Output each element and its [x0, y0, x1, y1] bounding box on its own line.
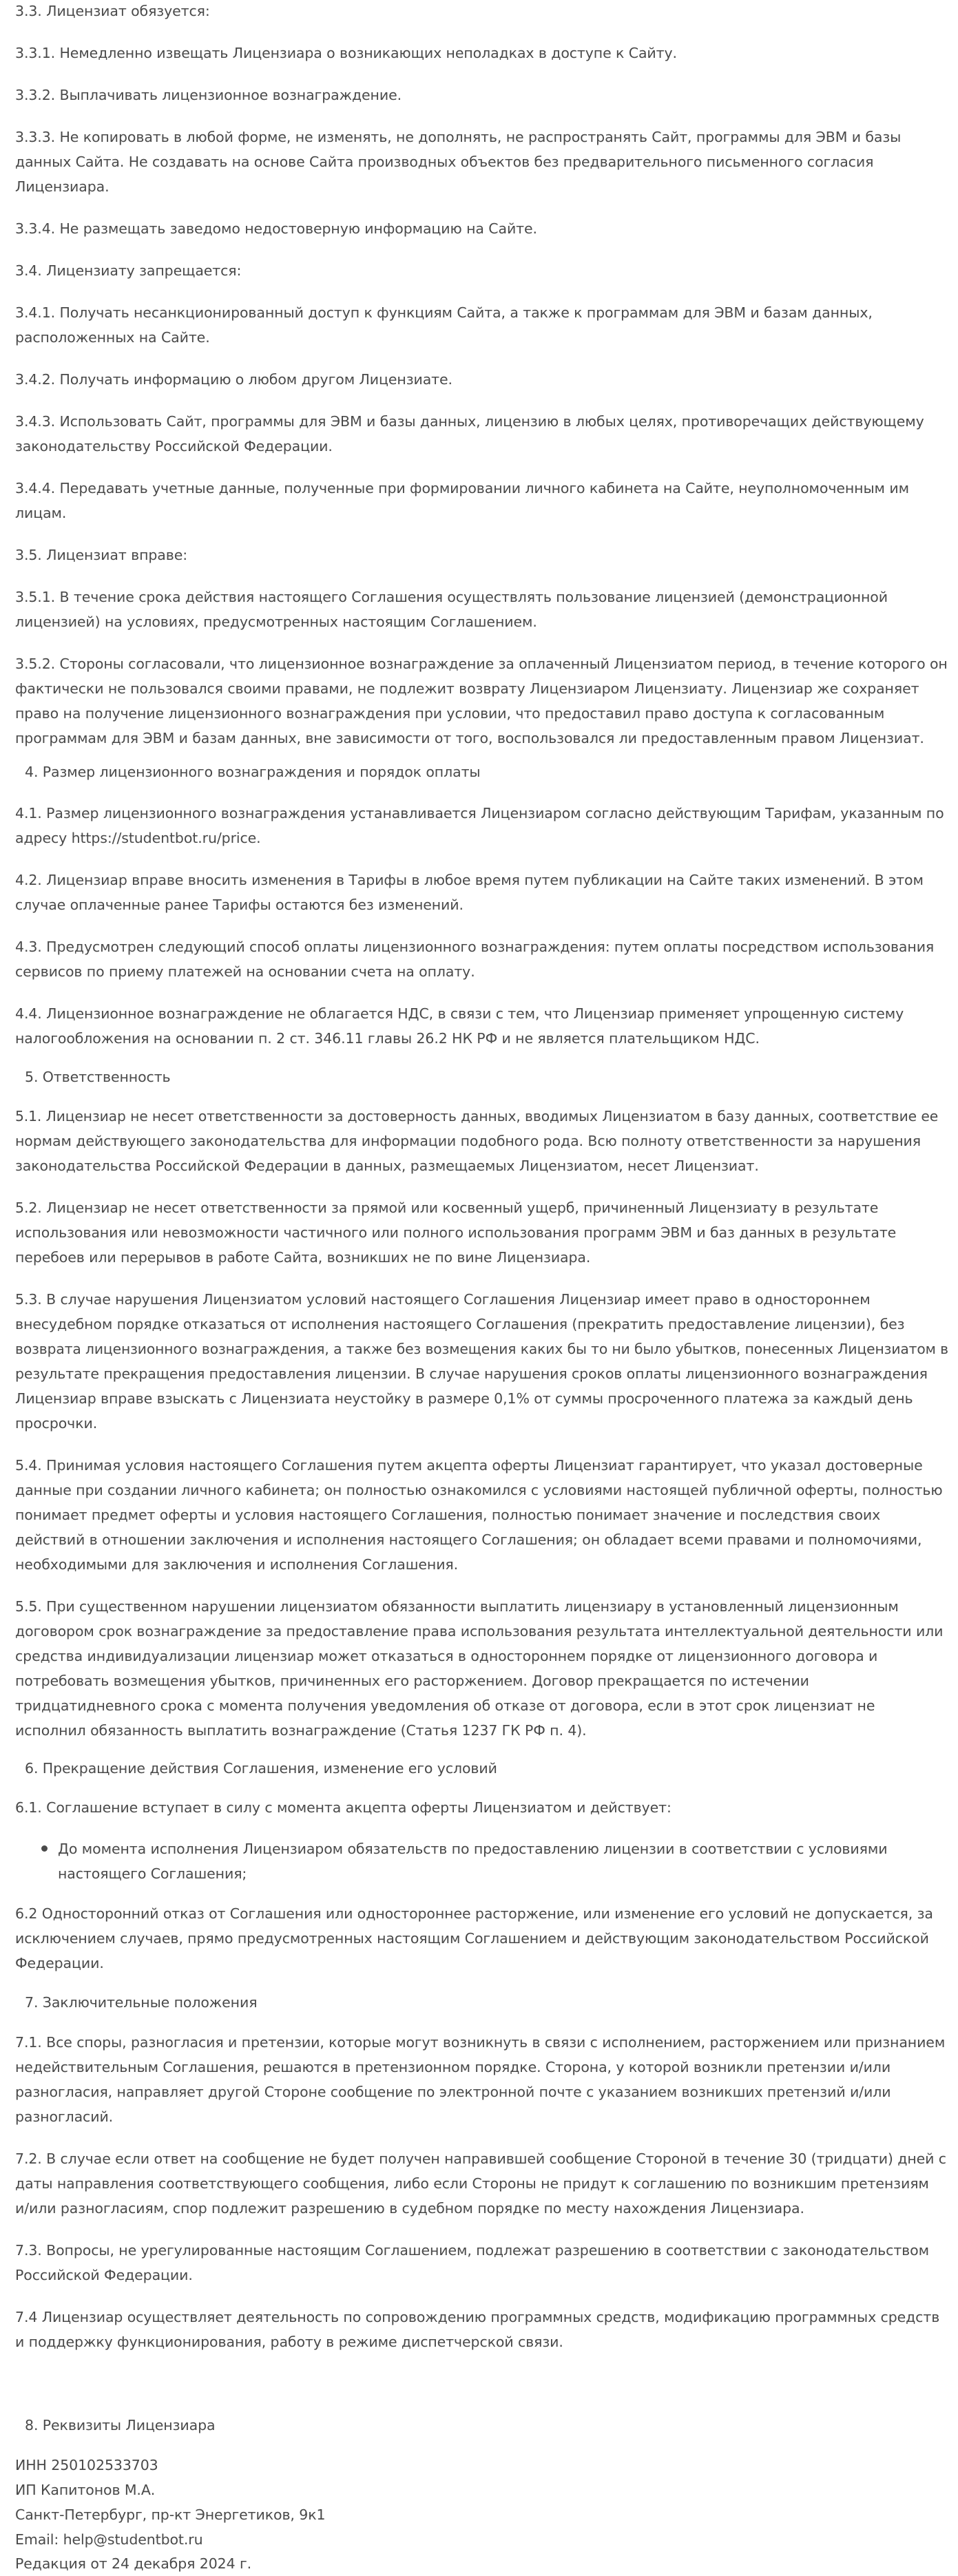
clause-5-3-line-4: результате прекращения предоставления лицензии. В случае нарушения сроков оплаты лицензионного вознаграждения — [15, 1365, 928, 1382]
clause-3-4-3-line-1: 3.4.3. Использовать Сайт, программы для ЭВМ и базы данных, лицензию в любых целях, противоречащих действующему — [15, 413, 924, 430]
clause-5-5-line-1: 5.5. При существенном нарушении лицензиатом обязанности выплатить лицензиару в установленный лицензионным — [15, 1598, 899, 1615]
clause-3-4: 3.4. Лицензиату запрещается: — [15, 262, 242, 279]
clause-5-4-line-3: понимает предмет оферты и условия настоящего Соглашения, полностью понимает значение и последствия своих — [15, 1507, 881, 1523]
clause-3-3-1: 3.3.1. Немедленно извещать Лицензиара о возникающих неполадках в доступе к Сайту. — [15, 45, 677, 61]
clause-3-5-1-line-2: лицензией) на условиях, предусмотренных настоящим Соглашением. — [15, 614, 537, 630]
clause-7-1-line-3: разногласия, направляет другой Стороне сообщение по электронной почте с указанием возникших претензий и/или — [15, 2084, 891, 2100]
clause-7-1-line-4: разногласий. — [15, 2108, 114, 2125]
clause-5-4-line-5: необходимыми для заключения и исполнения Соглашения. — [15, 1556, 459, 1573]
clause-5-1-line-1: 5.1. Лицензиар не несет ответственности за достоверность данных, вводимых Лицензиатом в базу данных, соответствие ее — [15, 1108, 939, 1124]
clause-5-5-line-2: договором срок вознаграждение за предоставление права использования результата интеллектуальной деятельности или — [15, 1623, 944, 1640]
clause-3-3-3-line-3: Лицензиара. — [15, 178, 110, 195]
section-7-heading: 7. Заключительные положения — [25, 1994, 258, 2011]
clause-5-3-line-1: 5.3. В случае нарушения Лицензиатом условий настоящего Соглашения Лицензиар имеет право в одностороннем — [15, 1291, 871, 1308]
clause-5-3-line-3: возврата лицензионного вознаграждения, а также без возмещения каких бы то ни было убытков, понесенных Лицензиатом в — [15, 1341, 949, 1357]
clause-6-1: 6.1. Соглашение вступает в силу с момента акцепта оферты Лицензиатом и действует: — [15, 1799, 671, 1816]
clause-3-5-2-line-2: фактически не пользовался своими правами, не подлежит возврату Лицензиаром Лицензиату. Лицензиар же сохраняет — [15, 680, 919, 697]
section-6-heading: 6. Прекращение действия Соглашения, изменение его условий — [25, 1760, 497, 1777]
clause-3-3-3-line-1: 3.3.3. Не копировать в любой форме, не изменять, не дополнять, не распространять Сайт, программы для ЭВМ и базы — [15, 129, 902, 145]
clause-3-3-4: 3.3.4. Не размещать заведомо недостоверную информацию на Сайте. — [15, 220, 537, 237]
clause-5-1-line-3: законодательства Российской Федерации в данных, размещаемых Лицензиатом, несет Лицензиат. — [15, 1158, 759, 1174]
licensor-email: Email: help@studentbot.ru — [15, 2531, 203, 2548]
clause-4-2-line-1: 4.2. Лицензиар вправе вносить изменения в Тарифы в любое время путем публикации на Сайте таких изменений. В этом — [15, 872, 924, 888]
clause-3-5: 3.5. Лицензиат вправе: — [15, 547, 188, 563]
section-4-heading: 4. Размер лицензионного вознаграждения и порядок оплаты — [25, 764, 481, 780]
clause-6-2-line-3: Федерации. — [15, 1955, 104, 1971]
clause-3-5-2-line-4: программам для ЭВМ и базам данных, вне зависимости от того, воспользовался ли предоставленным правом Лицензиат. — [15, 730, 924, 746]
clause-7-2-line-3: и/или разногласиям, спор подлежит разрешению в судебном порядке по месту нахождения Лицензиара. — [15, 2200, 804, 2217]
clause-5-1-line-2: нормам действующего законодательства для информации подобного рода. Всю полноту ответственности за нарушения — [15, 1133, 921, 1149]
section-8-heading: 8. Реквизиты Лицензиара — [25, 2417, 216, 2433]
clause-6-1-list-item-line-2: настоящего Соглашения; — [58, 1865, 247, 1882]
clause-6-2-line-1: 6.2 Односторонний отказ от Соглашения или одностороннее расторжение, или изменение его условий не допускается, за — [15, 1905, 933, 1922]
clause-4-4-line-1: 4.4. Лицензионное вознаграждение не облагается НДС, в связи с тем, что Лицензиар применяет упрощенную систему — [15, 1005, 904, 1022]
clause-3-5-1-line-1: 3.5.1. В течение срока действия настоящего Соглашения осуществлять пользование лицензией (демонстрационной — [15, 589, 888, 605]
clause-3-4-1-line-1: 3.4.1. Получать несанкционированный доступ к функциям Сайта, а также к программам для ЭВМ и базам данных, — [15, 304, 873, 321]
clause-7-4-line-1: 7.4 Лицензиар осуществляет деятельность по сопровождению программных средств, модификацию программных средств — [15, 2309, 940, 2325]
clause-5-2-line-2: использования или невозможности частичного или полного использования программ ЭВМ и баз данных в результате — [15, 1224, 897, 1241]
clause-7-2-line-2: даты направления соответствующего сообщения, либо если Стороны не придут к соглашению по возникшим претензиям — [15, 2175, 929, 2192]
clause-6-2-line-2: исключением случаев, прямо предусмотренных настоящим Соглашением и действующим законодательством Российской — [15, 1930, 929, 1947]
clause-3-5-2-line-1: 3.5.2. Стороны согласовали, что лицензионное вознаграждение за оплаченный Лицензиатом период, в течение которого он — [15, 656, 948, 672]
clause-6-1-list-item-line-1: До момента исполнения Лицензиаром обязательств по предоставлению лицензии в соответствии с условиями — [58, 1841, 888, 1857]
clause-4-4-line-2: налогообложения на основании п. 2 ст. 346.11 главы 26.2 НК РФ и не является плательщиком НДС. — [15, 1030, 760, 1047]
clause-3-3-3-line-2: данных Сайта. Не создавать на основе Сайта производных объектов без предварительного письменного согласия — [15, 154, 874, 170]
clause-7-3-line-2: Российской Федерации. — [15, 2267, 193, 2283]
clause-4-3-line-1: 4.3. Предусмотрен следующий способ оплаты лицензионного вознаграждения: путем оплаты посредством использования — [15, 939, 935, 955]
clause-3-4-2: 3.4.2. Получать информацию о любом другом Лицензиате. — [15, 371, 452, 388]
clause-7-3-line-1: 7.3. Вопросы, не урегулированные настоящим Соглашением, подлежат разрешению в соответствии с законодательством — [15, 2242, 929, 2259]
clause-5-3-line-5: Лицензиар вправе взыскать с Лицензиата неустойку в размере 0,1% от суммы просроченного платежа за каждый день — [15, 1390, 913, 1407]
clause-7-1-line-2: недействительным Соглашения, решаются в претензионном порядке. Сторона, у которой возникли претензии и/или — [15, 2059, 891, 2075]
clause-5-5-line-5: тридцатидневного срока с момента получения уведомления об отказе от договора, если в этот срок лицензиат не — [15, 1697, 875, 1714]
clause-3-4-4-line-2: лицам. — [15, 505, 67, 521]
section-5-heading: 5. Ответственность — [25, 1069, 171, 1085]
clause-4-3-line-2: сервисов по приему платежей на основании счета на оплату. — [15, 963, 475, 980]
clause-5-5-line-4: потребовать возмещения убытков, причиненных его расторжением. Договор прекращается по истечении — [15, 1673, 809, 1689]
clause-5-3-line-6: просрочки. — [15, 1415, 98, 1432]
licensor-address: Санкт-Петербург, пр-кт Энергетиков, 9к1 — [15, 2506, 326, 2523]
licensor-inn: ИНН 250102533703 — [15, 2457, 158, 2473]
clause-7-2-line-1: 7.2. В случае если ответ на сообщение не будет получен направившей сообщение Стороной в течение 30 (тридцати) дней с — [15, 2150, 946, 2167]
clause-7-1-line-1: 7.1. Все споры, разногласия и претензии, которые могут возникнуть в связи с исполнением, расторжением или признанием — [15, 2034, 946, 2051]
clause-3-3-2: 3.3.2. Выплачивать лицензионное вознаграждение. — [15, 87, 402, 103]
clause-5-3-line-2: внесудебном порядке отказаться от исполнения настоящего Соглашения (прекратить предоставление лицензии), без — [15, 1316, 905, 1332]
licensor-name: ИП Капитонов М.А. — [15, 2482, 156, 2498]
clause-5-4-line-2: данные при создании личного кабинета; он полностью ознакомился с условиями настоящей публичной оферты, полностью — [15, 1482, 943, 1498]
clause-3-4-4-line-1: 3.4.4. Передавать учетные данные, полученные при формировании личного кабинета на Сайте, неуполномоченным им — [15, 480, 909, 496]
clause-7-4-line-2: и поддержку функционирования, работу в режиме диспетчерской связи. — [15, 2334, 563, 2350]
clause-4-1-line-2: адресу https://studentbot.ru/price. — [15, 830, 261, 846]
clause-5-4-line-1: 5.4. Принимая условия настоящего Соглашения путем акцепта оферты Лицензиат гарантирует, что указал достоверные — [15, 1457, 923, 1474]
clause-4-2-line-2: случае оплаченные ранее Тарифы остаются без изменений. — [15, 897, 464, 913]
clause-5-2-line-1: 5.2. Лицензиар не несет ответственности за прямой или косвенный ущерб, причиненный Лицензиату в результате — [15, 1200, 879, 1216]
clause-3-3: 3.3. Лицензиат обязуется: — [15, 3, 210, 19]
clause-5-5-line-6: исполнил обязанность выплатить вознаграждение (Статья 1237 ГК РФ п. 4). — [15, 1722, 587, 1739]
clause-5-5-line-3: средства индивидуализации лицензиар может отказаться в одностороннем порядке от лицензионного договора и — [15, 1648, 878, 1664]
list-bullet — [41, 1845, 48, 1852]
clause-5-2-line-3: перебоев или перерывов в работе Сайта, возникших не по вине Лицензиара. — [15, 1249, 591, 1266]
clause-3-5-2-line-3: право на получение лицензионного вознаграждения при условии, что предоставил право доступа к согласованным — [15, 705, 885, 722]
clause-3-4-3-line-2: законодательству Российской Федерации. — [15, 438, 333, 454]
clause-4-1-line-1: 4.1. Размер лицензионного вознаграждения устанавливается Лицензиаром согласно действующим Тарифам, указанным по — [15, 805, 944, 821]
clause-5-4-line-4: действий в отношении заключения и исполнения настоящего Соглашения; он обладает всеми правами и полномочиями, — [15, 1531, 922, 1548]
clause-3-4-1-line-2: расположенных на Сайте. — [15, 329, 210, 346]
edition-date: Редакция от 24 декабря 2024 г. — [15, 2555, 252, 2572]
